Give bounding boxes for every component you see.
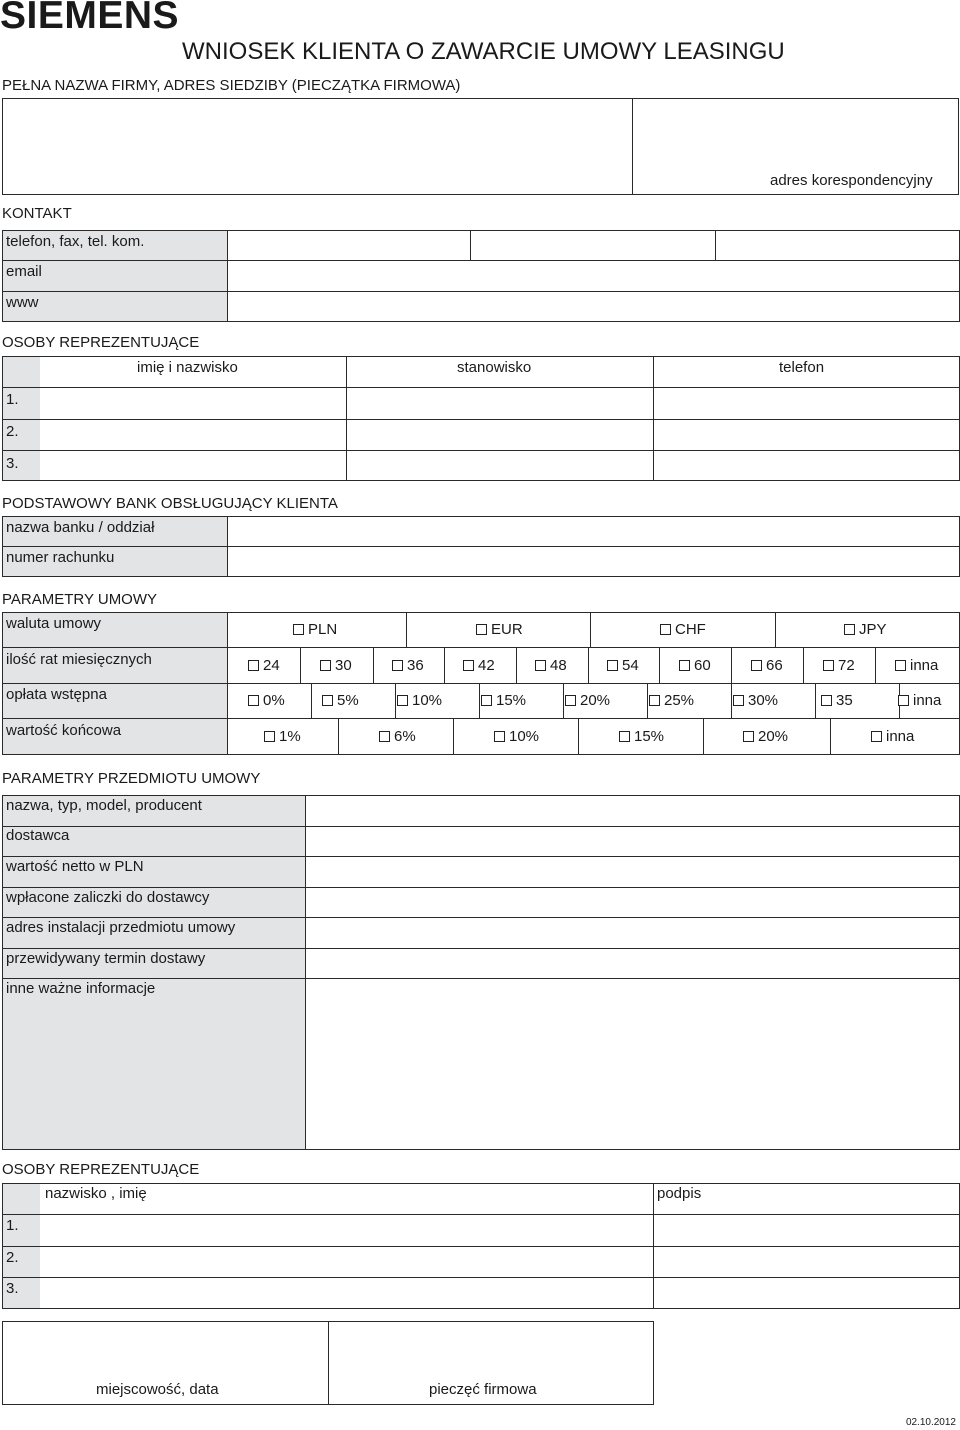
checkbox-icon[interactable] (895, 660, 906, 671)
subject-advances-field[interactable] (307, 889, 958, 916)
rep2-name-field[interactable] (42, 421, 345, 449)
company-name-field[interactable] (2, 98, 633, 195)
installments-option-42[interactable]: 42 (463, 657, 495, 674)
installments-option-66[interactable]: 66 (751, 657, 783, 674)
checkbox-icon[interactable] (898, 695, 909, 706)
fee-option-20[interactable]: 20% (565, 692, 610, 709)
checkbox-icon[interactable] (821, 695, 832, 706)
form-date: 02.10.2012 (905, 1417, 956, 1428)
checkbox-icon[interactable] (322, 695, 333, 706)
kontakt-www-label: www (6, 294, 39, 311)
residual-option-20[interactable]: 20% (743, 728, 788, 745)
checkbox-icon[interactable] (844, 624, 855, 635)
installments-option-48[interactable]: 48 (535, 657, 567, 674)
checkbox-icon[interactable] (607, 660, 618, 671)
checkbox-icon[interactable] (392, 660, 403, 671)
subject-name-label: nazwa, typ, model, producent (6, 797, 202, 814)
siemens-logo: SIEMENS (0, 0, 180, 37)
form-title: WNIOSEK KLIENTA O ZAWARCIE UMOWY LEASINGU (182, 38, 785, 65)
subject-delivery-date-field[interactable] (307, 950, 958, 977)
fee-option-35[interactable]: 35 (821, 692, 853, 709)
fee-option-15[interactable]: 15% (481, 692, 526, 709)
checkbox-icon[interactable] (494, 731, 505, 742)
installments-option-54[interactable]: 54 (607, 657, 639, 674)
checkbox-icon[interactable] (743, 731, 754, 742)
signatories-heading: OSOBY REPREZENTUJĄCE (2, 1161, 200, 1178)
kontakt-email-label: email (6, 263, 42, 280)
checkbox-icon[interactable] (751, 660, 762, 671)
phone-field-2[interactable] (472, 232, 714, 259)
phone-field-3[interactable] (717, 232, 958, 259)
row-number-1: 1. (6, 391, 19, 408)
company-section-heading: PEŁNA NAZWA FIRMY, ADRES SIEDZIBY (PIECZĄTKA FIRMOWA) (2, 77, 461, 94)
subject-params-label-column (3, 796, 305, 1149)
rep3-name-field[interactable] (42, 452, 345, 480)
email-field[interactable] (229, 262, 958, 290)
company-stamp-label: pieczęć firmowa (429, 1381, 537, 1398)
currency-option-chf[interactable]: CHF (660, 621, 706, 638)
signatory-name-header: nazwisko , imię (45, 1185, 147, 1202)
currency-label: waluta umowy (6, 615, 102, 632)
signatory3-signature-field[interactable] (655, 1279, 958, 1307)
subject-supplier-label: dostawca (6, 827, 70, 844)
currency-option-eur[interactable]: EUR (476, 621, 523, 638)
subject-other-info-field[interactable] (307, 980, 958, 1148)
signatory2-signature-field[interactable] (655, 1248, 958, 1276)
residual-option-other[interactable]: inna (871, 728, 914, 745)
installments-option-36[interactable]: 36 (392, 657, 424, 674)
rep2-position-field[interactable] (348, 421, 652, 449)
fee-option-5[interactable]: 5% (322, 692, 359, 709)
row-number-3: 3. (6, 455, 19, 472)
installments-option-30[interactable]: 30 (320, 657, 352, 674)
checkbox-icon[interactable] (320, 660, 331, 671)
subject-params-heading: PARAMETRY PRZEDMIOTU UMOWY (2, 770, 261, 787)
signatory-number-1: 1. (6, 1217, 19, 1234)
signatory2-name-field[interactable] (42, 1248, 652, 1276)
checkbox-icon[interactable] (293, 624, 304, 635)
residual-label: wartość końcowa (6, 722, 122, 739)
installments-option-24[interactable]: 24 (248, 657, 280, 674)
signatory-number-3: 3. (6, 1280, 19, 1297)
checkbox-icon[interactable] (649, 695, 660, 706)
residual-option-6[interactable]: 6% (379, 728, 416, 745)
col-name-header: imię i nazwisko (137, 359, 238, 376)
residual-option-15[interactable]: 15% (619, 728, 664, 745)
representatives-heading: OSOBY REPREZENTUJĄCE (2, 334, 200, 351)
subject-install-address-field[interactable] (307, 919, 958, 947)
fee-option-30[interactable]: 30% (733, 692, 778, 709)
www-field[interactable] (229, 293, 958, 321)
checkbox-icon[interactable] (379, 731, 390, 742)
row-number-2: 2. (6, 423, 19, 440)
subject-net-value-label: wartość netto w PLN (6, 858, 144, 875)
checkbox-icon[interactable] (476, 624, 487, 635)
checkbox-icon[interactable] (660, 624, 671, 635)
bank-heading: PODSTAWOWY BANK OBSŁUGUJĄCY KLIENTA (2, 495, 338, 512)
kontakt-heading: KONTAKT (2, 205, 72, 222)
installments-option-other[interactable]: inna (895, 657, 938, 674)
installments-option-72[interactable]: 72 (823, 657, 855, 674)
phone-field-1[interactable] (229, 232, 469, 259)
fee-option-0[interactable]: 0% (248, 692, 285, 709)
contract-params-heading: PARAMETRY UMOWY (2, 591, 158, 608)
bank-name-label: nazwa banku / oddział (6, 519, 155, 536)
checkbox-icon[interactable] (679, 660, 690, 671)
checkbox-icon[interactable] (733, 695, 744, 706)
signatory3-name-field[interactable] (42, 1279, 652, 1307)
bank-name-field[interactable] (229, 518, 958, 545)
checkbox-icon[interactable] (248, 660, 259, 671)
checkbox-icon[interactable] (823, 660, 834, 671)
subject-delivery-date-label: przewidywany termin dostawy (6, 950, 206, 967)
residual-option-1[interactable]: 1% (264, 728, 301, 745)
checkbox-icon[interactable] (248, 695, 259, 706)
subject-supplier-field[interactable] (307, 828, 958, 855)
currency-option-pln[interactable]: PLN (293, 621, 337, 638)
subject-install-address-label: adres instalacji przedmiotu umowy (6, 919, 236, 936)
signatory-number-2: 2. (6, 1249, 19, 1266)
checkbox-icon[interactable] (535, 660, 546, 671)
signatory1-signature-field[interactable] (655, 1216, 958, 1245)
rep2-phone-field[interactable] (655, 421, 958, 449)
kontakt-phone-label: telefon, fax, tel. kom. (6, 233, 145, 250)
col-position-header: stanowisko (457, 359, 532, 376)
installments-label: ilość rat miesięcznych (6, 651, 152, 668)
rep1-phone-field[interactable] (655, 389, 958, 418)
rep1-position-field[interactable] (348, 389, 652, 418)
rep1-name-field[interactable] (42, 389, 345, 418)
fee-option-10[interactable]: 10% (397, 692, 442, 709)
correspondence-label: adres korespondencyjny (770, 172, 933, 189)
residual-option-10[interactable]: 10% (494, 728, 539, 745)
signatory-signature-header: podpis (657, 1185, 702, 1202)
subject-advances-label: wpłacone zaliczki do dostawcy (6, 889, 210, 906)
checkbox-icon[interactable] (397, 695, 408, 706)
fee-option-25[interactable]: 25% (649, 692, 694, 709)
checkbox-icon[interactable] (463, 660, 474, 671)
rep3-phone-field[interactable] (655, 452, 958, 480)
bank-account-label: numer rachunku (6, 549, 115, 566)
subject-other-info-label: inne ważne informacje (6, 980, 156, 997)
subject-net-value-field[interactable] (307, 858, 958, 886)
bank-account-field[interactable] (229, 548, 958, 576)
fee-label: opłata wstępna (6, 686, 107, 703)
currency-option-jpy[interactable]: JPY (844, 621, 887, 638)
checkbox-icon[interactable] (264, 731, 275, 742)
checkbox-icon[interactable] (565, 695, 576, 706)
col-phone-header: telefon (779, 359, 825, 376)
checkbox-icon[interactable] (481, 695, 492, 706)
rep3-position-field[interactable] (348, 452, 652, 480)
signatory1-name-field[interactable] (42, 1216, 652, 1245)
place-date-label: miejscowość, data (96, 1381, 219, 1398)
installments-option-60[interactable]: 60 (679, 657, 711, 674)
fee-option-other[interactable]: inna (898, 692, 941, 709)
subject-name-field[interactable] (307, 797, 958, 825)
checkbox-icon[interactable] (619, 731, 630, 742)
checkbox-icon[interactable] (871, 731, 882, 742)
